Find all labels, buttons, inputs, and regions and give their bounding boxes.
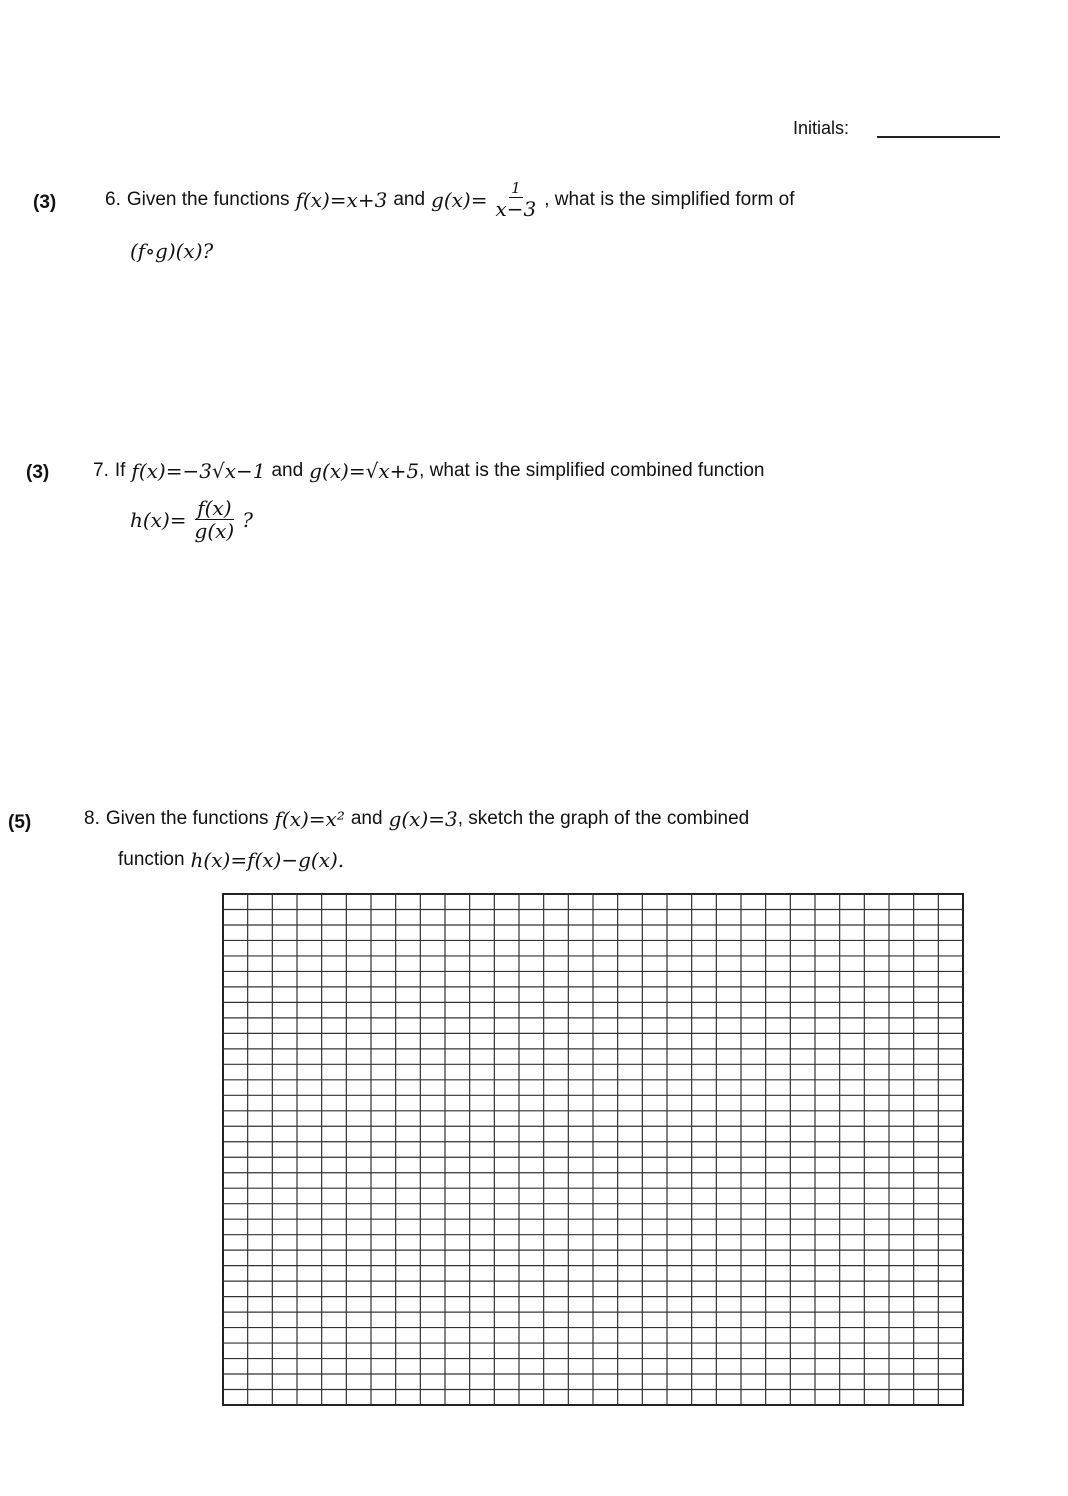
- q6-tail: , what is the simplified form of: [544, 188, 795, 210]
- q8-line2: [118, 848, 344, 872]
- q8-h-definition: h(x)=f(x)−g(x).: [190, 848, 345, 872]
- q6-lead: Given the functions: [126, 188, 290, 210]
- q6-number: 6.: [105, 188, 121, 210]
- initials-label: Initials:: [793, 118, 850, 138]
- q8-prompt: [84, 807, 749, 831]
- q7-h-fraction: [193, 497, 237, 542]
- q7-points: (3): [26, 462, 50, 483]
- q7-tail: , what is the simplified combined function: [419, 460, 765, 481]
- q6-ask: (f∘g)(x)?: [130, 239, 214, 263]
- q8-g-definition: g(x)=3: [388, 807, 458, 831]
- q6-g-fraction: [493, 180, 538, 220]
- initials-blank[interactable]: [877, 136, 1000, 138]
- q7-h-denominator: g(x): [194, 519, 235, 543]
- q8-f-definition: f(x)=x²: [274, 807, 345, 831]
- q6-g-lhs: g(x)=: [431, 187, 488, 212]
- q6-g-numerator: 1: [511, 179, 521, 197]
- q8-lead: Given the functions: [105, 808, 269, 829]
- q6-f-definition: f(x)=x+3: [295, 187, 388, 212]
- q7-g-definition: g(x)=√x+5: [309, 459, 420, 483]
- q7-f-definition: f(x)=−3√x−1: [131, 459, 266, 483]
- graph-grid[interactable]: [222, 893, 964, 1406]
- q8-tail: , sketch the graph of the combined: [457, 808, 750, 829]
- q7-h-lhs: h(x)=: [130, 507, 187, 532]
- q7-h-tail: ?: [242, 507, 253, 532]
- q8-line2-lead: function: [118, 849, 185, 870]
- q8-number: 8.: [84, 808, 100, 829]
- q7-lead: If: [114, 460, 126, 481]
- q7-prompt: [93, 459, 764, 483]
- q7-h-numerator: f(x): [197, 496, 232, 520]
- q8-connector: and: [350, 808, 383, 829]
- q6-g-denominator: x−3: [495, 196, 537, 221]
- q6-connector: and: [393, 188, 426, 210]
- q7-number: 7.: [93, 460, 109, 481]
- q6-prompt: [105, 180, 795, 220]
- q6-points: (3): [33, 192, 57, 213]
- q8-points: (5): [8, 812, 32, 833]
- q7-h-definition: [130, 497, 253, 542]
- q7-connector: and: [271, 460, 304, 481]
